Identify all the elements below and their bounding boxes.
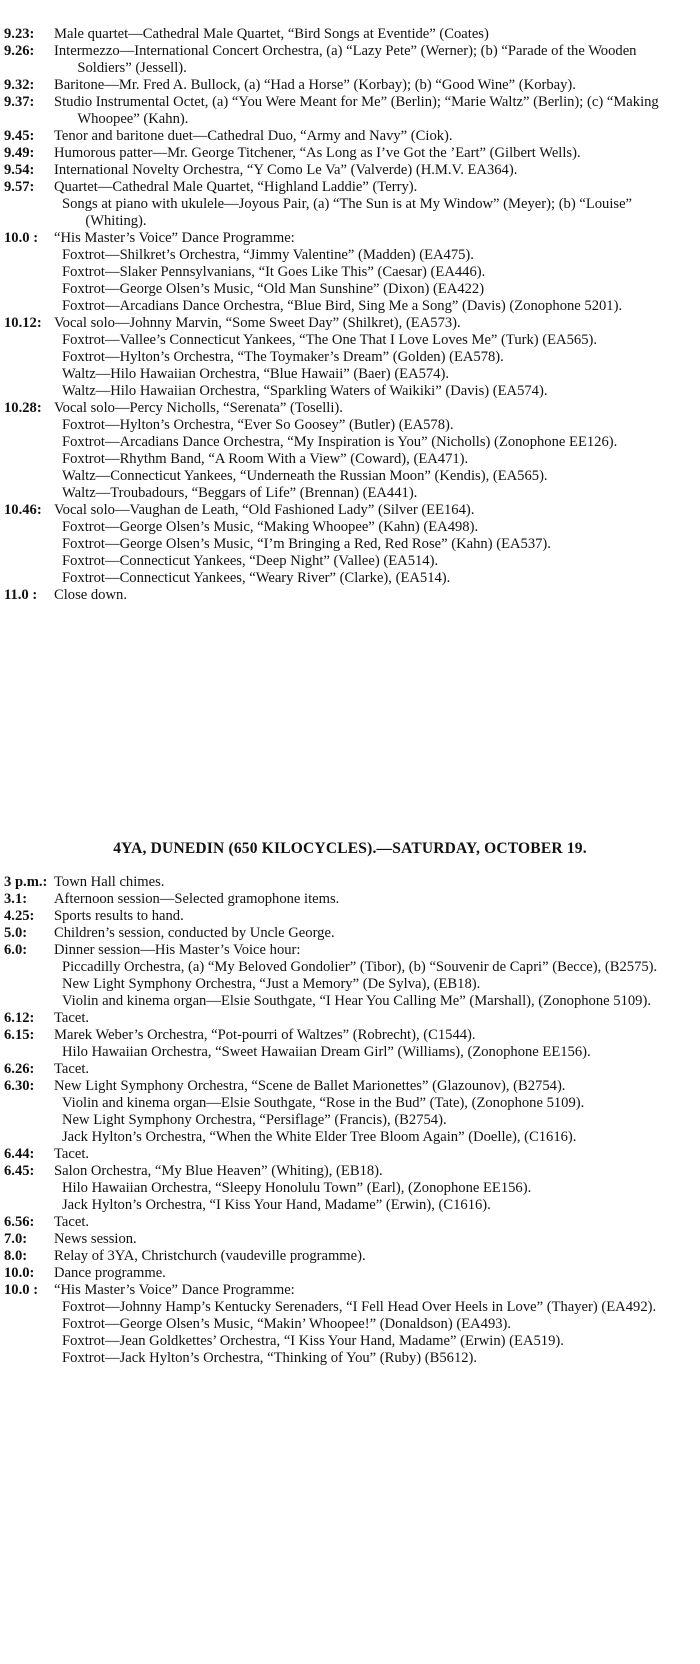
programme-item: Relay of 3YA, Christchurch (vaudeville programme).	[54, 1248, 366, 1264]
entry-time: 9.57:	[4, 179, 35, 195]
programme-item: Salon Orchestra, “My Blue Heaven” (Whiting), (EB18).	[54, 1163, 383, 1179]
programme-item: New Light Symphony Orchestra, “Scene de Ballet Marionettes” (Glazounov), (B2754).	[54, 1078, 566, 1094]
programme-item: Town Hall chimes.	[54, 874, 165, 890]
entry-time: 9.37:	[4, 94, 35, 110]
programme-item: Foxtrot—Vallee’s Connecticut Yankees, “The One That I Love Loves Me” (Turk) (EA565).	[62, 332, 597, 348]
programme-item: “His Master’s Voice” Dance Programme:	[54, 1282, 295, 1298]
programme-item: News session.	[54, 1231, 137, 1247]
entry-content	[54, 1248, 700, 1265]
programme-item: Foxtrot—George Olsen’s Music, “Old Man Sunshine” (Dixon) (EA422)	[62, 281, 485, 297]
entry-time: 9.23:	[4, 26, 35, 42]
programme-item: Hilo Hawaiian Orchestra, “Sleepy Honolulu Town” (Earl), (Zonophone EE156).	[62, 1180, 532, 1196]
programme-item: Foxtrot—Rhythm Band, “A Room With a View” (Coward), (EA471).	[62, 451, 469, 467]
entry-time: 7.0:	[4, 1231, 28, 1247]
entry-time: 6.45:	[4, 1163, 35, 1179]
entry-content	[54, 1027, 700, 1061]
programme-item: Male quartet—Cathedral Male Quartet, “Bird Songs at Eventide” (Coates)	[54, 26, 489, 42]
programme-item: New Light Symphony Orchestra, “Just a Memory” (De Sylva), (EB18).	[62, 976, 481, 992]
entry-time: 4.25:	[4, 908, 35, 924]
programme-entry	[0, 1027, 700, 1061]
programme-item: Vocal solo—Percy Nicholls, “Serenata” (Toselli).	[54, 400, 343, 416]
programme-item: Foxtrot—Shilkret’s Orchestra, “Jimmy Valentine” (Madden) (EA475).	[62, 247, 474, 263]
programme-item: Waltz—Troubadours, “Beggars of Life” (Brennan) (EA441).	[62, 485, 418, 501]
programme-item: Quartet—Cathedral Male Quartet, “Highland Laddie” (Terry).	[54, 179, 418, 195]
entry-time: 10.28:	[4, 400, 42, 416]
entry-content	[54, 145, 700, 162]
entry-content	[54, 925, 700, 942]
entry-time: 9.32:	[4, 77, 35, 93]
programme-item: Baritone—Mr. Fred A. Bullock, (a) “Had a Horse” (Korbay); (b) “Good Wine” (Korbay).	[54, 77, 576, 93]
entry-time: 6.12:	[4, 1010, 35, 1026]
schedule-4ya	[0, 874, 700, 1367]
programme-item: Violin and kinema organ—Elsie Southgate, “I Hear You Calling Me” (Marshall), (Zonophone 5109).	[62, 993, 651, 1009]
programme-item: Marek Weber’s Orchestra, “Pot-pourri of Waltzes” (Robrecht), (C1544).	[54, 1027, 476, 1043]
programme-item: Foxtrot—George Olsen’s Music, “Makin’ Whoopee!” (Donaldson) (EA493).	[62, 1316, 512, 1332]
programme-item: Foxtrot—George Olsen’s Music, “Making Whoopee” (Kahn) (EA498).	[62, 519, 479, 535]
entry-time: 6.44:	[4, 1146, 35, 1162]
programme-entry	[0, 400, 700, 502]
entry-content	[54, 587, 700, 604]
programme-item: Close down.	[54, 587, 127, 603]
programme-item: Foxtrot—Hylton’s Orchestra, “Ever So Goosey” (Butler) (EA578).	[62, 417, 454, 433]
programme-entry	[0, 230, 700, 315]
programme-item: Tacet.	[54, 1146, 90, 1162]
programme-entry	[0, 145, 700, 162]
programme-entry	[0, 942, 700, 1010]
entry-content	[54, 1282, 700, 1367]
entry-content	[54, 874, 700, 891]
programme-entry	[0, 1078, 700, 1146]
entry-time: 3.1:	[4, 891, 28, 907]
programme-item: Violin and kinema organ—Elsie Southgate, “Rose in the Bud” (Tate), (Zonophone 5109).	[62, 1095, 585, 1111]
entry-time: 6.15:	[4, 1027, 35, 1043]
programme-item: Dinner session—His Master’s Voice hour:	[54, 942, 301, 958]
programme-entry	[0, 502, 700, 587]
entry-time: 10.12:	[4, 315, 42, 331]
entry-time: 9.26:	[4, 43, 35, 59]
entry-content	[54, 891, 700, 908]
entry-content	[54, 1078, 700, 1146]
programme-entry	[0, 26, 700, 43]
programme-item: Foxtrot—Johnny Hamp’s Kentucky Serenaders, “I Fell Head Over Heels in Love” (Thayer) (EA492).	[62, 1299, 657, 1315]
programme-item: Foxtrot—Hylton’s Orchestra, “The Toymaker’s Dream” (Golden) (EA578).	[62, 349, 504, 365]
entry-content	[54, 400, 700, 502]
programme-item: Foxtrot—Connecticut Yankees, “Deep Night” (Vallee) (EA514).	[62, 553, 439, 569]
programme-item: Foxtrot—Arcadians Dance Orchestra, “My Inspiration is You” (Nicholls) (Zonophone EE126).	[62, 434, 618, 450]
programme-item: “His Master’s Voice” Dance Programme:	[54, 230, 295, 246]
programme-item: Humorous patter—Mr. George Titchener, “As Long as I’ve Got the ’Eart” (Gilbert Wells).	[54, 145, 581, 161]
programme-item: Foxtrot—Jack Hylton’s Orchestra, “Thinking of You” (Ruby) (B5612).	[62, 1350, 478, 1366]
programme-entry	[0, 1061, 700, 1078]
programme-entry	[0, 315, 700, 400]
entry-time: 6.26:	[4, 1061, 35, 1077]
programme-entry	[0, 925, 700, 942]
entry-content	[54, 128, 700, 145]
entry-time: 11.0 :	[4, 587, 38, 603]
programme-entry	[0, 43, 700, 77]
entry-content	[54, 1146, 700, 1163]
entry-time: 9.49:	[4, 145, 35, 161]
entry-time: 6.56:	[4, 1214, 35, 1230]
entry-content	[54, 179, 700, 230]
entry-content	[54, 1265, 700, 1282]
entry-content	[54, 942, 700, 1010]
programme-item: Tacet.	[54, 1214, 90, 1230]
programme-item: Intermezzo—International Concert Orchestra, (a) “Lazy Pete” (Werner); (b) “Parade of the Wooden Soldiers” (Jessell).	[54, 43, 637, 76]
programme-item: Vocal solo—Vaughan de Leath, “Old Fashioned Lady” (Silver (EE164).	[54, 502, 475, 518]
programme-item: Dance programme.	[54, 1265, 166, 1281]
programme-item: Jack Hylton’s Orchestra, “I Kiss Your Hand, Madame” (Erwin), (C1616).	[62, 1197, 491, 1213]
programme-item: Piccadilly Orchestra, (a) “My Beloved Gondolier” (Tibor), (b) “Souvenir de Capri” (Becce), (B2575).	[62, 959, 658, 975]
programme-entry	[0, 587, 700, 604]
programme-item: Waltz—Connecticut Yankees, “Underneath the Russian Moon” (Kendis), (EA565).	[62, 468, 548, 484]
programme-entry	[0, 1265, 700, 1282]
programme-item: International Novelty Orchestra, “Y Como Le Va” (Valverde) (H.M.V. EA364).	[54, 162, 518, 178]
programme-item: Foxtrot—Arcadians Dance Orchestra, “Blue Bird, Sing Me a Song” (Davis) (Zonophone 5201).	[62, 298, 623, 314]
entry-content	[54, 43, 700, 77]
entry-content	[54, 1163, 700, 1214]
entry-content	[54, 162, 700, 179]
programme-item: Songs at piano with ukulele—Joyous Pair, (a) “The Sun is at My Window” (Meyer); (b) “Louise” (Whiting).	[62, 196, 633, 229]
entry-content	[54, 908, 700, 925]
entry-time: 9.45:	[4, 128, 35, 144]
programme-entry	[0, 1010, 700, 1027]
programme-item: Jack Hylton’s Orchestra, “When the White Elder Tree Bloom Again” (Doelle), (C1616).	[62, 1129, 577, 1145]
entry-time: 3 p.m.:	[4, 874, 48, 890]
entry-time: 5.0:	[4, 925, 28, 941]
programme-entry	[0, 874, 700, 891]
programme-item: Waltz—Hilo Hawaiian Orchestra, “Blue Hawaii” (Baer) (EA574).	[62, 366, 450, 382]
section-heading-4ya: 4YA, DUNEDIN (650 KILOCYCLES).—SATURDAY, OCTOBER 19.	[113, 840, 587, 857]
programme-entry	[0, 179, 700, 230]
programme-entry	[0, 1282, 700, 1367]
programme-entry	[0, 1231, 700, 1248]
programme-entry	[0, 1214, 700, 1231]
programme-item: Children’s session, conducted by Uncle George.	[54, 925, 335, 941]
programme-entry	[0, 908, 700, 925]
programme-entry	[0, 162, 700, 179]
programme-item: Foxtrot—Connecticut Yankees, “Weary River” (Clarke), (EA514).	[62, 570, 451, 586]
entry-content	[54, 1231, 700, 1248]
entry-content	[54, 94, 700, 128]
entry-content	[54, 26, 700, 43]
programme-item: Foxtrot—Slaker Pennsylvanians, “It Goes Like This” (Caesar) (EA446).	[62, 264, 486, 280]
programme-item: Tacet.	[54, 1010, 90, 1026]
programme-item: Waltz—Hilo Hawaiian Orchestra, “Sparkling Waters of Waikiki” (Davis) (EA574).	[62, 383, 548, 399]
entry-content	[54, 230, 700, 315]
entry-time: 9.54:	[4, 162, 35, 178]
programme-item: Sports results to hand.	[54, 908, 184, 924]
entry-content	[54, 77, 700, 94]
programme-item: Foxtrot—Jean Goldkettes’ Orchestra, “I Kiss Your Hand, Madame” (Erwin) (EA519).	[62, 1333, 564, 1349]
programme-entry	[0, 94, 700, 128]
entry-content	[54, 1010, 700, 1027]
entry-time: 10.0 :	[4, 1282, 39, 1298]
entry-time: 10.0 :	[4, 230, 39, 246]
entry-time: 10.0:	[4, 1265, 35, 1281]
programme-item: Studio Instrumental Octet, (a) “You Were Meant for Me” (Berlin); “Marie Waltz” (Berlin); (c) “Making Whoopee” (Kahn).	[54, 94, 659, 127]
programme-entry	[0, 1248, 700, 1265]
programme-entry	[0, 1163, 700, 1214]
entry-time: 6.0:	[4, 942, 28, 958]
entry-time: 8.0:	[4, 1248, 28, 1264]
entry-content	[54, 1214, 700, 1231]
entry-content	[54, 1061, 700, 1078]
entry-time: 10.46:	[4, 502, 42, 518]
programme-item: Vocal solo—Johnny Marvin, “Some Sweet Day” (Shilkret), (EA573).	[54, 315, 461, 331]
programme-item: Foxtrot—George Olsen’s Music, “I’m Bringing a Red, Red Rose” (Kahn) (EA537).	[62, 536, 551, 552]
programme-entry	[0, 891, 700, 908]
programme-item: Tenor and baritone duet—Cathedral Duo, “Army and Navy” (Ciok).	[54, 128, 453, 144]
programme-item: Hilo Hawaiian Orchestra, “Sweet Hawaiian Dream Girl” (Williams), (Zonophone EE156).	[62, 1044, 591, 1060]
programme-item: Afternoon session—Selected gramophone items.	[54, 891, 340, 907]
programme-item: New Light Symphony Orchestra, “Persiflage” (Francis), (B2754).	[62, 1112, 447, 1128]
programme-item: Tacet.	[54, 1061, 90, 1077]
programme-entry	[0, 77, 700, 94]
schedule-continued	[0, 26, 700, 604]
programme-entry	[0, 128, 700, 145]
entry-content	[54, 315, 700, 400]
entry-time: 6.30:	[4, 1078, 35, 1094]
programme-entry	[0, 1146, 700, 1163]
entry-content	[54, 502, 700, 587]
